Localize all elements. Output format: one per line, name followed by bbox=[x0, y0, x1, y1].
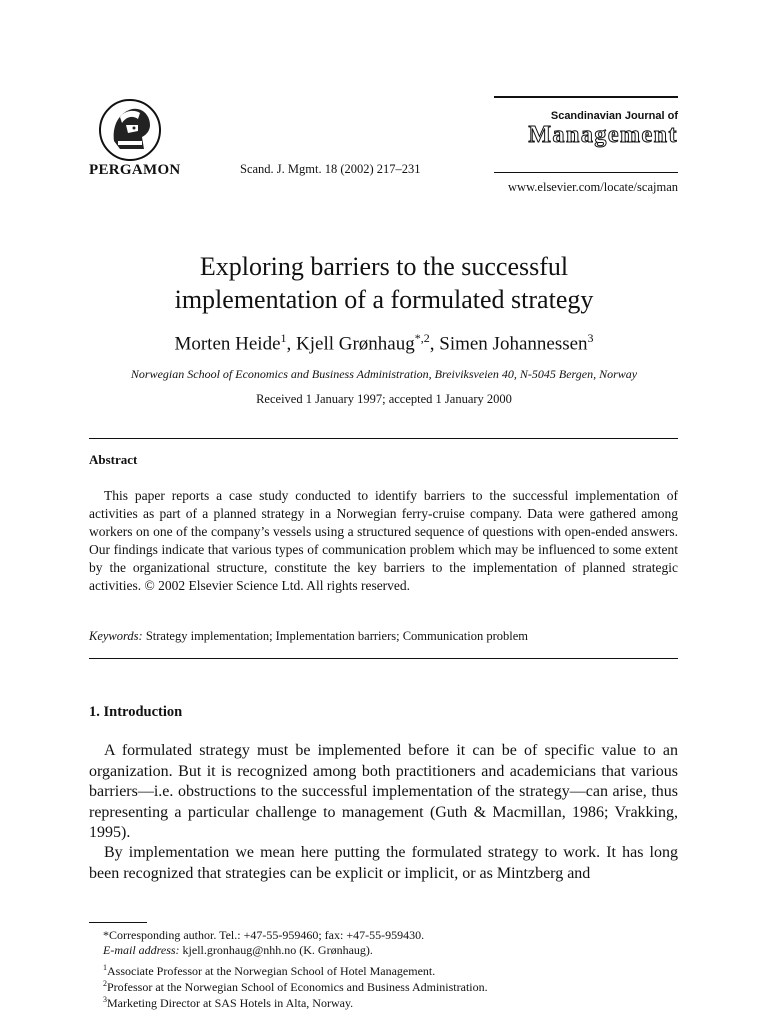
footnote-mark: 1 bbox=[103, 963, 107, 972]
author-name: Simen Johannessen bbox=[439, 333, 588, 355]
author-name: Morten Heide bbox=[174, 333, 281, 355]
abstract-rule-top bbox=[89, 438, 678, 439]
footnote-text: Professor at the Norwegian School of Economics and Business Administration. bbox=[107, 980, 488, 994]
section-heading: 1. Introduction bbox=[89, 704, 183, 720]
publisher-name: PERGAMON bbox=[89, 162, 181, 178]
keywords bbox=[89, 629, 528, 644]
author-list: Morten Heide$^1$, Kjell Grønhaug$^{*,2}$, Simen Johannessen$^3$ bbox=[174, 331, 594, 355]
author-affiliation-mark: 3 bbox=[587, 331, 594, 345]
body-paragraph: By implementation we mean here putting the formulated strategy to work. It has long been recognized that strategies can be explicit or implicit, or as Mintzberg and bbox=[89, 844, 678, 882]
footnote bbox=[103, 992, 353, 1011]
article-title-line2: implementation of a formulated strategy bbox=[174, 285, 594, 314]
journal-name-line2: Management bbox=[528, 122, 678, 148]
journal-url: www.elsevier.com/locate/scajman bbox=[508, 180, 678, 194]
article-title-line1: Exploring barriers to the successful bbox=[199, 252, 569, 281]
abstract-body: This paper reports a case study conducted to identify barriers to the successful implementation of activities as part of a planned strategy in a Norwegian ferry-cruise company. Data were gathered among workers on one of the company’s vessels using a structured sequence of questions with open-ended answers. Our findings indicate that various types of communication problem which may be influenced to some extent by the organizational structure, constitute the key barriers to the implementation of planned strategic activities. © 2002 Elsevier Science Ltd. All rights reserved. bbox=[89, 488, 678, 593]
author-affiliation-mark: 1 bbox=[280, 331, 287, 345]
footnote-text: Marketing Director at SAS Hotels in Alta, Norway. bbox=[107, 996, 354, 1010]
footnote-rule bbox=[89, 922, 147, 923]
footnote-corresponding-author: *Corresponding author. Tel.: +47-55-959460; fax: +47-55-959430. bbox=[103, 928, 425, 942]
journal-masthead-rule-top bbox=[494, 96, 678, 98]
abstract-heading: Abstract bbox=[89, 452, 138, 467]
body-paragraph: A formulated strategy must be implemented before it can be of specific value to an organization. But it is recognized among both practitioners and academicians that various barriers—i.e. obstructions to the successful implementation of the strategy—can arise, thus representing a particular challenge to management (Guth & Macmillan, 1986; Vrakking, 1995). bbox=[89, 742, 678, 841]
publisher-logo bbox=[98, 97, 162, 161]
author-affiliation-mark: *,2 bbox=[414, 331, 430, 345]
author-name: Kjell Grønhaug bbox=[296, 333, 415, 355]
keywords-label: Keywords: bbox=[89, 629, 143, 643]
keywords-list: Strategy implementation; Implementation barriers; Communication problem bbox=[145, 629, 529, 643]
journal-name-line1: Scandinavian Journal of bbox=[550, 110, 678, 122]
journal-masthead-rule-bottom bbox=[494, 172, 678, 173]
footnote-mark: 3 bbox=[103, 995, 107, 1004]
email-address: kjell.gronhaug@nhh.no (K. Grønhaug). bbox=[182, 943, 373, 957]
received-accepted-dates: Received 1 January 1997; accepted 1 January 2000 bbox=[256, 392, 512, 406]
author-affiliation: Norwegian School of Economics and Business Administration, Breiviksveien 40, N-5045 Bergen, Norway bbox=[130, 367, 638, 381]
abstract-rule-bottom bbox=[89, 658, 678, 659]
article-title bbox=[80, 250, 688, 316]
footnote-text: Associate Professor at the Norwegian School of Hotel Management. bbox=[107, 964, 436, 978]
footnote-email bbox=[103, 943, 373, 958]
footnote-mark: 2 bbox=[103, 979, 107, 988]
journal-citation: Scand. J. Mgmt. 18 (2002) 217–231 bbox=[240, 162, 421, 176]
email-label: E-mail address: bbox=[103, 943, 180, 957]
